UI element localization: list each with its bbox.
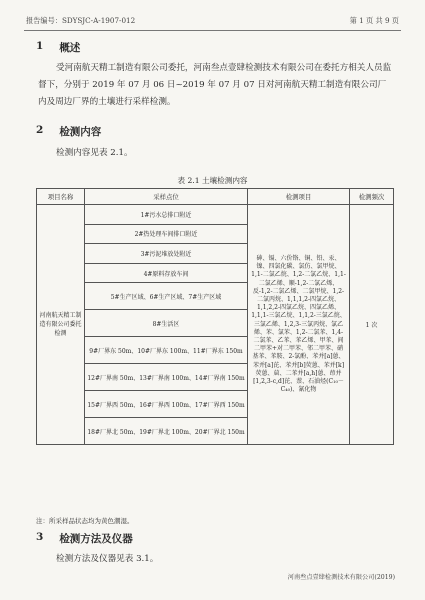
section-3-paragraph: 检测方法及仪器见表 3.1。 [56, 554, 159, 564]
sampling-point-cell: 18#厂界北 50m、19#厂界北 100m、20#厂界北 150m [85, 418, 248, 445]
project-name-cell: 河南航天精工制造有限公司委托检测 [37, 205, 85, 445]
sampling-point-cell: 5#生产区域、6#生产区域、7#生产区域 [85, 283, 248, 310]
sampling-point-cell: 2#热处理车间排口附近 [85, 224, 248, 244]
header-test-items: 检测项目 [248, 189, 350, 205]
section-1-title: 概述 [59, 42, 81, 54]
sampling-point-cell: 3#污泥堆放处附近 [85, 244, 248, 264]
report-number: 报告编号：SDYSJC-A-1907-012 [26, 16, 136, 25]
sampling-point-cell: 12#厂界南 50m、13#厂界南 100m、14#厂界南 150m [85, 364, 248, 391]
section-1-paragraph: 受河南航天精工制造有限公司委托，河南叁点壹肆检测技术有限公司在委托方相关人员监督下，分别于 2019 年 07 月 06 日~2019 年 07 月 07 日对河南航天精工制造有限公司厂内及周边厂界的土壤进行采样检测。 [38, 63, 392, 107]
section-2-title: 检测内容 [59, 126, 102, 138]
page-header [24, 14, 401, 31]
sampling-point-cell: 1#污水总排口附近 [85, 205, 248, 225]
section-1-heading [36, 40, 80, 55]
table-row [37, 205, 394, 225]
soil-test-table [36, 188, 394, 445]
section-1-number: 1 [36, 40, 44, 52]
header-project-name: 项目名称 [37, 189, 85, 205]
section-2-heading [36, 124, 101, 139]
frequency-cell: 1 次 [350, 205, 394, 445]
section-2-number: 2 [36, 124, 44, 136]
test-items-cell: 砷、镉、六价铬、铜、铅、汞、镍、四氯化碳、氯仿、氯甲烷、1,1-二氯乙烷、1,2-二氯乙烷、1,1-二氯乙烯、顺-1,2-二氯乙烯、反-1,2-二氯乙烯、二氯甲烷、1,2-二氯丙烷、1,1,1,2-四氯乙烷、1,1,2,2-四氯乙烷、四氯乙烯、1,1,1-三氯乙烷、1,1,2-三氯乙烷、三氯乙烯、1,2,3-三氯丙烷、氯乙烯、苯、氯苯、1,2-二氯苯、1,4-二氯苯、乙苯、苯乙烯、甲苯、间二甲苯+对二甲苯、邻二甲苯、硝基苯、苯胺、2-氯酚、苯并[a]蒽、苯并[a]芘、苯并[b]荧蒽、苯并[k]荧蒽、䓛、二苯并[a,h]蒽、茚并[1,2,3-c,d]芘、萘、石油烃(C₁₀－C₄₀)、氰化物 [248, 205, 350, 445]
table-note: 注：所采样品状态均为黄色潮湿。 [36, 517, 134, 525]
section-3-title: 检测方法及仪器 [59, 533, 133, 545]
section-3-heading [36, 531, 133, 546]
page-indicator: 第 1 页 共 9 页 [349, 16, 399, 25]
sampling-point-cell: 8#生活区 [85, 310, 248, 337]
header-frequency: 检测频次 [350, 189, 394, 205]
page-footer: 河南叁点壹肆检测技术有限公司(2019) [287, 574, 395, 581]
section-2-paragraph: 检测内容见表 2.1。 [56, 148, 133, 158]
header-sampling-point: 采样点位 [85, 189, 248, 205]
sampling-point-cell: 4#原料存放车间 [85, 263, 248, 283]
section-3-number: 3 [36, 531, 44, 543]
table-header-row [37, 189, 394, 205]
table-caption: 表 2.1 土壤检测内容 [177, 176, 248, 185]
sampling-point-cell: 9#厂界东 50m、10#厂界东 100m、11#厂界东 150m [85, 337, 248, 364]
sampling-point-cell: 15#厂界西 50m、16#厂界西 100m、17#厂界西 150m [85, 391, 248, 418]
